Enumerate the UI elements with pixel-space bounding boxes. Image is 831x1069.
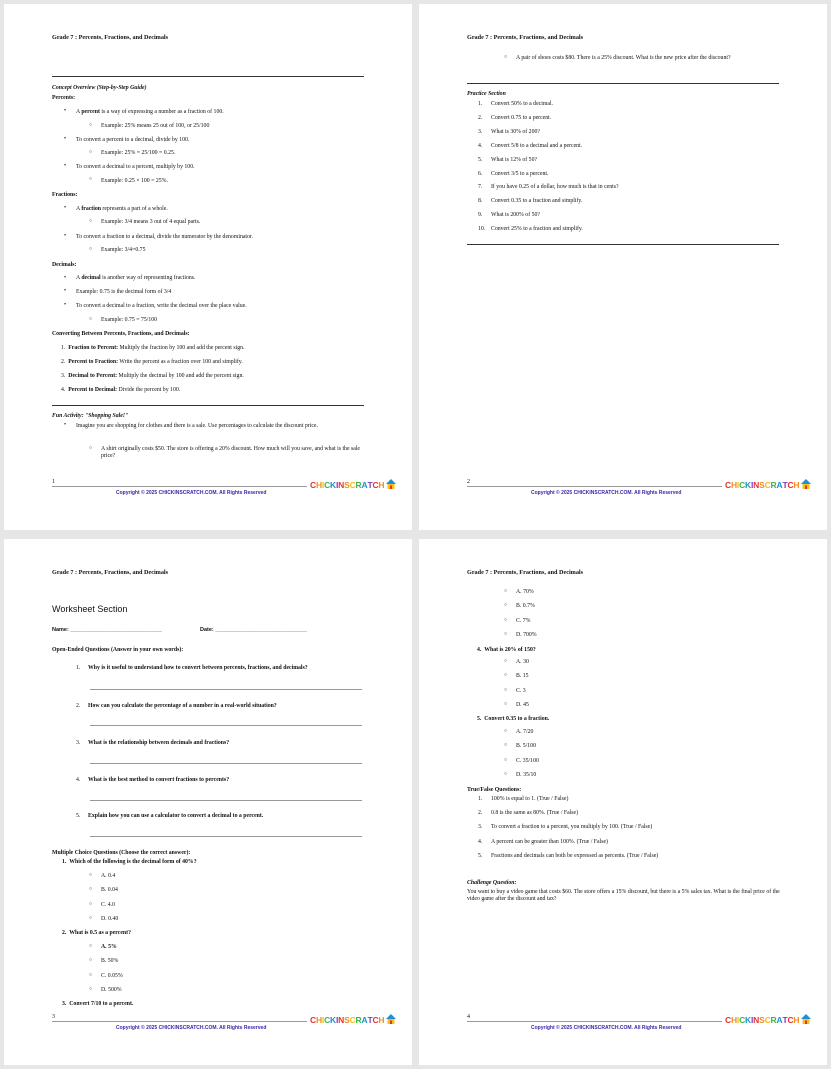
chickinscratch-logo [310,1014,396,1026]
practice-item: Convert 0.35 to a fraction and simplify. [491,198,583,205]
house-icon [801,1014,811,1026]
bullet-icon: • [64,233,67,239]
practice-item: What is 12% of 50? [491,156,538,163]
logo-letter: H [730,1015,737,1025]
chickinscratch-logo [725,479,811,491]
logo-letter: N [753,1015,760,1025]
circle-bullet-icon: ○ [89,873,93,878]
page-number: 2 [467,479,470,485]
mc-option[interactable]: D. 35/10 [516,772,537,779]
page-header: Grade 7 : Percents, Fractions, and Decimals [52,569,169,576]
example-text: Example: 0.75 = 75/100 [101,317,158,323]
logo-letter: S [344,480,350,490]
logo-letter: R [770,1015,777,1025]
logo-letter: H [378,480,385,490]
practice-item: Convert 0.75 to a percent. [491,114,552,121]
practice-item: What is 30% of 200? [491,128,540,135]
divider [52,76,364,77]
page-3 [4,539,412,1065]
logo-letter: C [310,480,316,490]
mc-option[interactable]: C. 0.05% [101,972,123,979]
true-false-item: A percent can be greater than 100%. (True / False) [491,838,608,845]
logo-letter: C [725,480,731,490]
bullet-text: To convert a fraction to a decimal, divide the numerator by the denominator. [76,234,253,240]
name-field[interactable]: Name: ______________________________ [52,627,163,633]
logo-letter: T [782,1015,788,1025]
logo-letter: H [315,1015,322,1025]
answer-line[interactable] [90,836,362,837]
mc-option[interactable]: D. 45 [516,702,529,709]
circle-bullet-icon: ○ [504,757,508,763]
mc-option[interactable]: B. 0.7% [516,603,535,610]
mc-question: 1. Which of the following is the decimal form of 40%? [62,859,197,865]
logo-letter: N [338,1015,345,1025]
divider [52,405,364,406]
logo-letter: S [759,1015,765,1025]
logo-letter: T [782,480,788,490]
logo-letter: A [776,480,783,490]
answer-line[interactable] [90,800,362,801]
page-number: 3 [52,1014,55,1020]
list-number: 7. [478,184,483,191]
logo-letter: I [736,1015,740,1025]
open-ended-heading: Open-Ended Questions (Answer in your own words): [52,647,184,653]
mc-option[interactable]: C. 4.0 [101,901,116,908]
challenge-title: Challenge Question: [467,880,517,886]
list-number: 3. [478,128,483,135]
logo-letter: C [764,1015,771,1025]
logo-letter: H [378,1015,385,1025]
page-number: 1 [52,479,55,485]
multiple-choice-heading: Multiple Choice Questions (Choose the correct answer): [52,850,191,856]
logo-letter: I [736,480,740,490]
date-field[interactable]: Date: ______________________________ [200,627,308,633]
list-number: 5. [478,852,483,859]
open-question: Why is it useful to understand how to convert between percents, fractions, and decimals? [88,665,308,671]
logo-letter: H [730,480,737,490]
page-number: 4 [467,1014,470,1020]
logo-letter: I [335,1015,339,1025]
practice-title: Practice Section [467,91,506,97]
circle-bullet-icon: ○ [504,772,508,778]
true-false-heading: True/False Questions: [467,787,522,793]
bullet-text: To convert a decimal to a percent, multiply by 100. [76,164,195,170]
logo-letter: S [759,480,765,490]
list-item: 4. Percent to Decimal: Divide the percent by 100. [61,387,181,393]
bullet-icon: • [64,163,67,169]
logo-letter: C [725,1015,731,1025]
logo-letter: C [764,480,771,490]
list-number: 2. [76,703,81,709]
example-text: Example: 3/4=0.75 [101,247,146,253]
logo-letter: C [310,1015,316,1025]
circle-bullet-icon: ○ [89,446,93,451]
circle-bullet-icon: ○ [89,972,93,978]
divider [467,83,779,84]
logo-letter: T [367,480,373,490]
footer-line [467,486,722,487]
logo-letter: I [750,480,754,490]
bullet-icon: • [64,205,67,211]
list-number: 5. [478,156,483,163]
page-1 [4,4,412,530]
logo-letter: R [355,1015,362,1025]
footer-line [467,1021,722,1022]
bullet-icon: • [64,302,67,308]
true-false-item: 100% is equal to 1. (True / False) [491,796,569,802]
practice-item: Convert 25% to a fraction and simplify. [491,226,583,233]
mc-option[interactable]: A. 7/20 [516,729,534,735]
bullet-icon: • [64,422,67,428]
logo-letter: I [750,1015,754,1025]
list-number: 3. [76,740,81,746]
mc-option[interactable]: A. 0.4 [101,873,116,879]
logo-letter: H [315,480,322,490]
logo-letter: K [330,480,336,490]
logo-letter: H [793,480,800,490]
fractions-heading: Fractions: [52,192,78,198]
circle-bullet-icon: ○ [89,123,93,128]
circle-bullet-icon: ○ [89,958,93,964]
copyright: Copyright © 2025 CHICKINSCRATCH.COM. All Rights Reserved [116,1025,267,1031]
list-number: 3. [478,824,483,831]
circle-bullet-icon: ○ [89,887,93,893]
logo-letter: C [324,480,331,490]
bullet-icon: • [64,136,67,142]
copyright: Copyright © 2025 CHICKINSCRATCH.COM. All Rights Reserved [531,490,682,496]
circle-bullet-icon: ○ [89,987,93,993]
mc-option[interactable]: D. 500% [101,987,122,994]
logo-letter: K [745,480,751,490]
fun-activity-text: Imagine you are shopping for clothes and there is a sale. Use percentages to calculate the discount price. [76,423,318,429]
percents-heading: Percents: [52,95,76,101]
list-item: 2. Percent to Fraction: Write the percent as a fraction over 100 and simplify. [61,359,243,365]
list-number: 5. [76,813,81,819]
logo-letter: A [776,1015,783,1025]
list-number: 9. [478,212,483,219]
circle-bullet-icon: ○ [89,901,93,907]
fun-activity-title: Fun Activity: "Shopping Sale!" [52,413,129,419]
logo-letter: K [745,1015,751,1025]
mc-question: 5. Convert 0.35 to a fraction. [477,716,550,722]
circle-bullet-icon: ○ [89,944,93,949]
circle-bullet-icon: ○ [504,702,508,708]
example-text: Example: 3/4 means 3 out of 4 equal parts. [101,219,201,225]
list-number: 4. [76,777,81,783]
mc-option[interactable]: C. 7% [516,617,531,624]
circle-bullet-icon: ○ [89,247,93,252]
page-header: Grade 7 : Percents, Fractions, and Decimals [467,34,584,41]
open-question: What is the relationship between decimals and fractions? [88,740,230,746]
percent-definition: A percent is a way of expressing a number as a fraction of 100. [76,109,224,115]
practice-item: Convert 5/8 to a decimal and a percent. [491,142,583,149]
practice-item: Convert 50% to a decimal. [491,101,553,107]
bullet-icon: • [64,288,67,294]
logo-letter: C [787,480,794,490]
mc-option[interactable]: B. 50% [101,958,119,965]
logo-letter: C [739,1015,746,1025]
copyright: Copyright © 2025 CHICKINSCRATCH.COM. All Rights Reserved [531,1025,682,1031]
circle-bullet-icon: ○ [89,916,93,922]
true-false-item: Fractions and decimals can both be expressed as percents. (True / False) [491,852,659,859]
footer-line [52,1021,307,1022]
chickinscratch-logo [310,479,396,491]
mc-option[interactable]: B. 0.04 [101,887,118,894]
fraction-definition: A fraction represents a part of a whole. [76,206,168,212]
list-number: 1. [478,796,483,802]
fun-activity-question: A shirt originally costs $50. The store is offering a 20% discount. How much will you save, and what is the sale price? [101,446,360,459]
chickinscratch-logo [725,1014,811,1026]
mc-question: 2. What is 0.5 as a percent? [62,930,131,936]
circle-bullet-icon: ○ [89,177,93,182]
footer-line [52,486,307,487]
mc-question: 4. What is 20% of 150? [477,647,536,653]
logo-letter: C [324,1015,331,1025]
circle-bullet-icon: ○ [504,687,508,693]
list-number: 4. [478,142,483,149]
mc-option[interactable]: A. 70% [516,589,534,595]
answer-line[interactable] [90,763,362,764]
circle-bullet-icon: ○ [504,632,508,638]
mc-option[interactable]: C. 3 [516,687,526,694]
circle-bullet-icon: ○ [504,743,508,749]
list-number: 8. [478,198,483,205]
example-text: Example: 25% means 25 out of 100, or 25/100 [101,123,210,129]
logo-letter: I [321,1015,325,1025]
house-icon [801,479,811,491]
mc-option[interactable]: B. 5/100 [516,743,536,750]
bullet-icon: • [64,275,67,281]
logo-letter: I [321,480,325,490]
logo-letter: N [338,480,345,490]
circle-bullet-icon: ○ [504,589,508,594]
copyright: Copyright © 2025 CHICKINSCRATCH.COM. All Rights Reserved [116,490,267,496]
divider [467,244,779,245]
logo-letter: N [753,480,760,490]
logo-letter: C [372,1015,379,1025]
circle-bullet-icon: ○ [89,219,93,224]
true-false-item: To convert a fraction to a percent, you multiply by 100. (True / False) [491,824,653,831]
logo-letter: A [361,1015,368,1025]
mc-option[interactable]: C. 35/100 [516,757,539,764]
circle-bullet-icon: ○ [89,150,93,155]
practice-item: What is 200% of 50? [491,212,540,219]
list-number: 1. [76,665,81,671]
page-4 [419,539,827,1065]
circle-bullet-icon: ○ [504,729,508,734]
answer-line[interactable] [90,689,362,690]
page-header: Grade 7 : Percents, Fractions, and Decimals [52,34,169,41]
circle-bullet-icon: ○ [504,617,508,623]
circle-bullet-icon: ○ [504,659,508,664]
logo-letter: R [770,480,777,490]
logo-letter: C [787,1015,794,1025]
logo-letter: R [355,480,362,490]
challenge-question: You want to buy a video game that costs $60. The store offers a 15% discount, but there is a 5% sales tax. What is the final price of the video game after the discount and tax? [467,889,780,902]
list-number: 2. [478,810,483,817]
logo-letter: C [349,480,356,490]
mc-option[interactable]: D. 700% [516,632,537,639]
logo-letter: I [335,480,339,490]
worksheet-title: Worksheet Section [52,604,128,614]
list-item: 1. Fraction to Percent: Multiply the fraction by 100 and add the percent sign. [61,345,245,351]
bullet-text: Example: 0.75 is the decimal form of 3/4 [76,289,172,295]
page-2 [419,4,827,530]
logo-letter: C [739,480,746,490]
example-text: Example: 25% = 25/100 = 0.25. [101,150,176,156]
decimal-definition: A decimal is another way of representing fractions. [76,275,196,281]
list-number: 1. [478,101,483,107]
list-number: 2. [478,114,483,121]
mc-option[interactable]: A. 30 [516,659,529,665]
list-number: 4. [478,838,483,845]
circle-bullet-icon: ○ [89,317,93,322]
answer-line[interactable] [90,725,362,726]
bullet-icon: • [64,108,67,114]
mc-question: 3. Convert 7/10 to a percent. [62,1001,134,1007]
open-question: Explain how you can use a calculator to convert a decimal to a percent. [88,813,264,819]
house-icon [386,1014,396,1026]
circle-bullet-icon: ○ [504,603,508,609]
example-text: Example: 0.25 × 100 = 25%. [101,178,168,184]
bullet-text: To convert a percent to a decimal, divide by 100. [76,137,190,143]
mc-option[interactable]: D. 0.40 [101,916,119,923]
page-header: Grade 7 : Percents, Fractions, and Decimals [467,569,584,576]
logo-letter: A [361,480,368,490]
list-number: 10. [478,226,486,233]
circle-bullet-icon: ○ [504,55,508,60]
logo-letter: K [330,1015,336,1025]
concept-title: Concept Overview (Step-by-Step Guide) [52,85,147,91]
open-question: How can you calculate the percentage of a number in a real-world situation? [88,703,277,709]
list-item: 3. Decimal to Percent: Multiply the decimal by 100 and add the percent sign. [61,373,244,379]
decimals-heading: Decimals: [52,262,77,268]
logo-letter: C [372,480,379,490]
logo-letter: H [793,1015,800,1025]
logo-letter: C [349,1015,356,1025]
circle-bullet-icon: ○ [504,673,508,679]
logo-letter: S [344,1015,350,1025]
mc-option[interactable]: B. 15 [516,673,529,680]
bullet-text: To convert a decimal to a fraction, write the decimal over the place value. [76,303,247,309]
practice-item: Convert 3/5 to a percent. [491,170,549,177]
fun-activity-question: A pair of shoes costs $80. There is a 25% discount. What is the new price after the discount? [516,55,731,61]
practice-item: If you have 0.25 of a dollar, how much is that in cents? [491,184,619,191]
true-false-item: 0.8 is the same as 80%. (True / False) [491,810,579,817]
open-question: What is the best method to convert fractions to percents? [88,777,230,783]
house-icon [386,479,396,491]
mc-option[interactable]: A. 5% [101,944,117,950]
logo-letter: T [367,1015,373,1025]
list-number: 6. [478,170,483,177]
converting-heading: Converting Between Percents, Fractions, and Decimals: [52,331,190,337]
